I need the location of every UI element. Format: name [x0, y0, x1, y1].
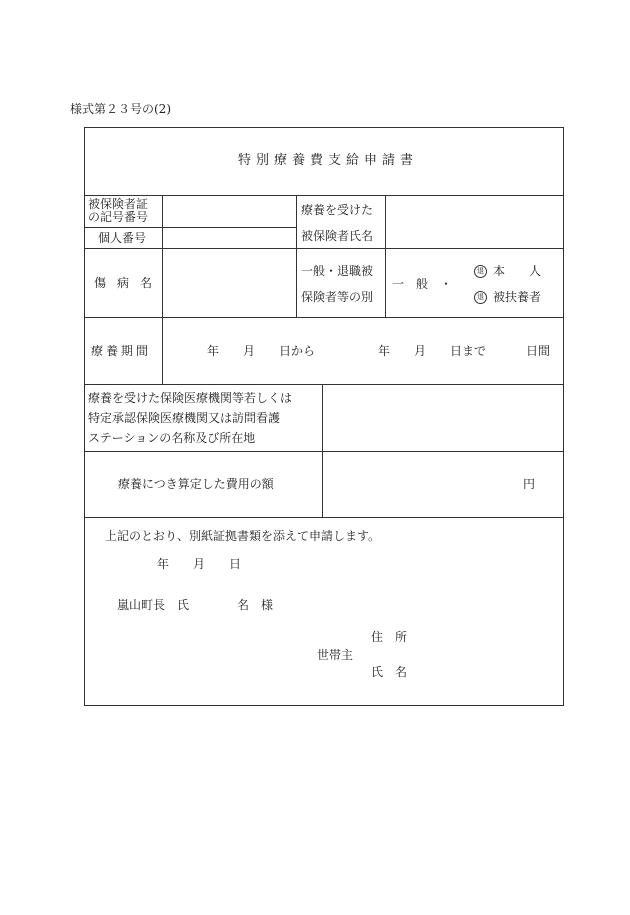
- rule-mid-col: [296, 195, 297, 318]
- retire-mark-icon: 退: [474, 265, 487, 278]
- application-date[interactable]: 年 月 日: [157, 557, 242, 571]
- category-self-option[interactable]: [474, 264, 541, 278]
- rule-disease-bottom: [84, 317, 563, 318]
- category-label-2: 保険者等の別: [301, 290, 374, 304]
- category-dependent-option[interactable]: [474, 290, 541, 304]
- householder-label: 世帯主: [317, 648, 354, 662]
- retire-mark-icon: 退: [474, 291, 487, 304]
- period-days[interactable]: 日間: [526, 344, 551, 358]
- period-from[interactable]: 年 月 日から: [207, 344, 316, 358]
- insurance-card-label: 被保険者証の記号番号: [88, 197, 149, 224]
- declaration-statement: 上記のとおり、別紙証拠書類を添えて申請します。: [105, 529, 381, 543]
- category-label-1: 一般・退職被: [301, 264, 374, 278]
- treated-person-name-field[interactable]: [386, 196, 562, 247]
- category-general-option[interactable]: 一 般 ・: [392, 277, 453, 291]
- personal-number-field[interactable]: [163, 228, 295, 247]
- treated-person-label-1: 療養を受けた: [301, 203, 374, 217]
- rule-cost-bottom: [84, 517, 563, 518]
- rule-id-bottom: [84, 248, 563, 249]
- cost-unit: 円: [523, 477, 536, 491]
- form-title: 特別療養費支給申請書: [238, 153, 419, 168]
- address-label: 住 所: [371, 630, 408, 644]
- cost-amount-field[interactable]: [323, 452, 518, 517]
- institution-field[interactable]: [323, 385, 562, 451]
- disease-name-field[interactable]: [163, 249, 295, 317]
- institution-label-1: 療養を受けた保険医療機関等若しくは: [88, 391, 293, 405]
- cost-label: 療養につき算定した費用の額: [118, 477, 274, 491]
- period-to[interactable]: 年 月 日まで: [378, 344, 487, 358]
- form-number: 様式第２３号の(2): [70, 102, 171, 116]
- period-label: 療養期間: [91, 344, 152, 358]
- dependent-label: 被扶養者: [493, 290, 542, 304]
- addressee: 嵐山町長 氏 名 様: [117, 598, 274, 612]
- disease-label: 傷病名: [94, 276, 164, 290]
- insurance-card-field[interactable]: [163, 196, 295, 226]
- institution-label-3: ステーションの名称及び所在地: [88, 431, 256, 445]
- self-label: 本 人: [493, 264, 542, 278]
- institution-label-2: 特定承認保険医療機関又は訪問看護: [88, 411, 281, 425]
- personal-number-label: 個人番号: [98, 231, 147, 245]
- treated-person-label-2: 被保険者氏名: [301, 229, 374, 243]
- name-label: 氏 名: [371, 665, 408, 679]
